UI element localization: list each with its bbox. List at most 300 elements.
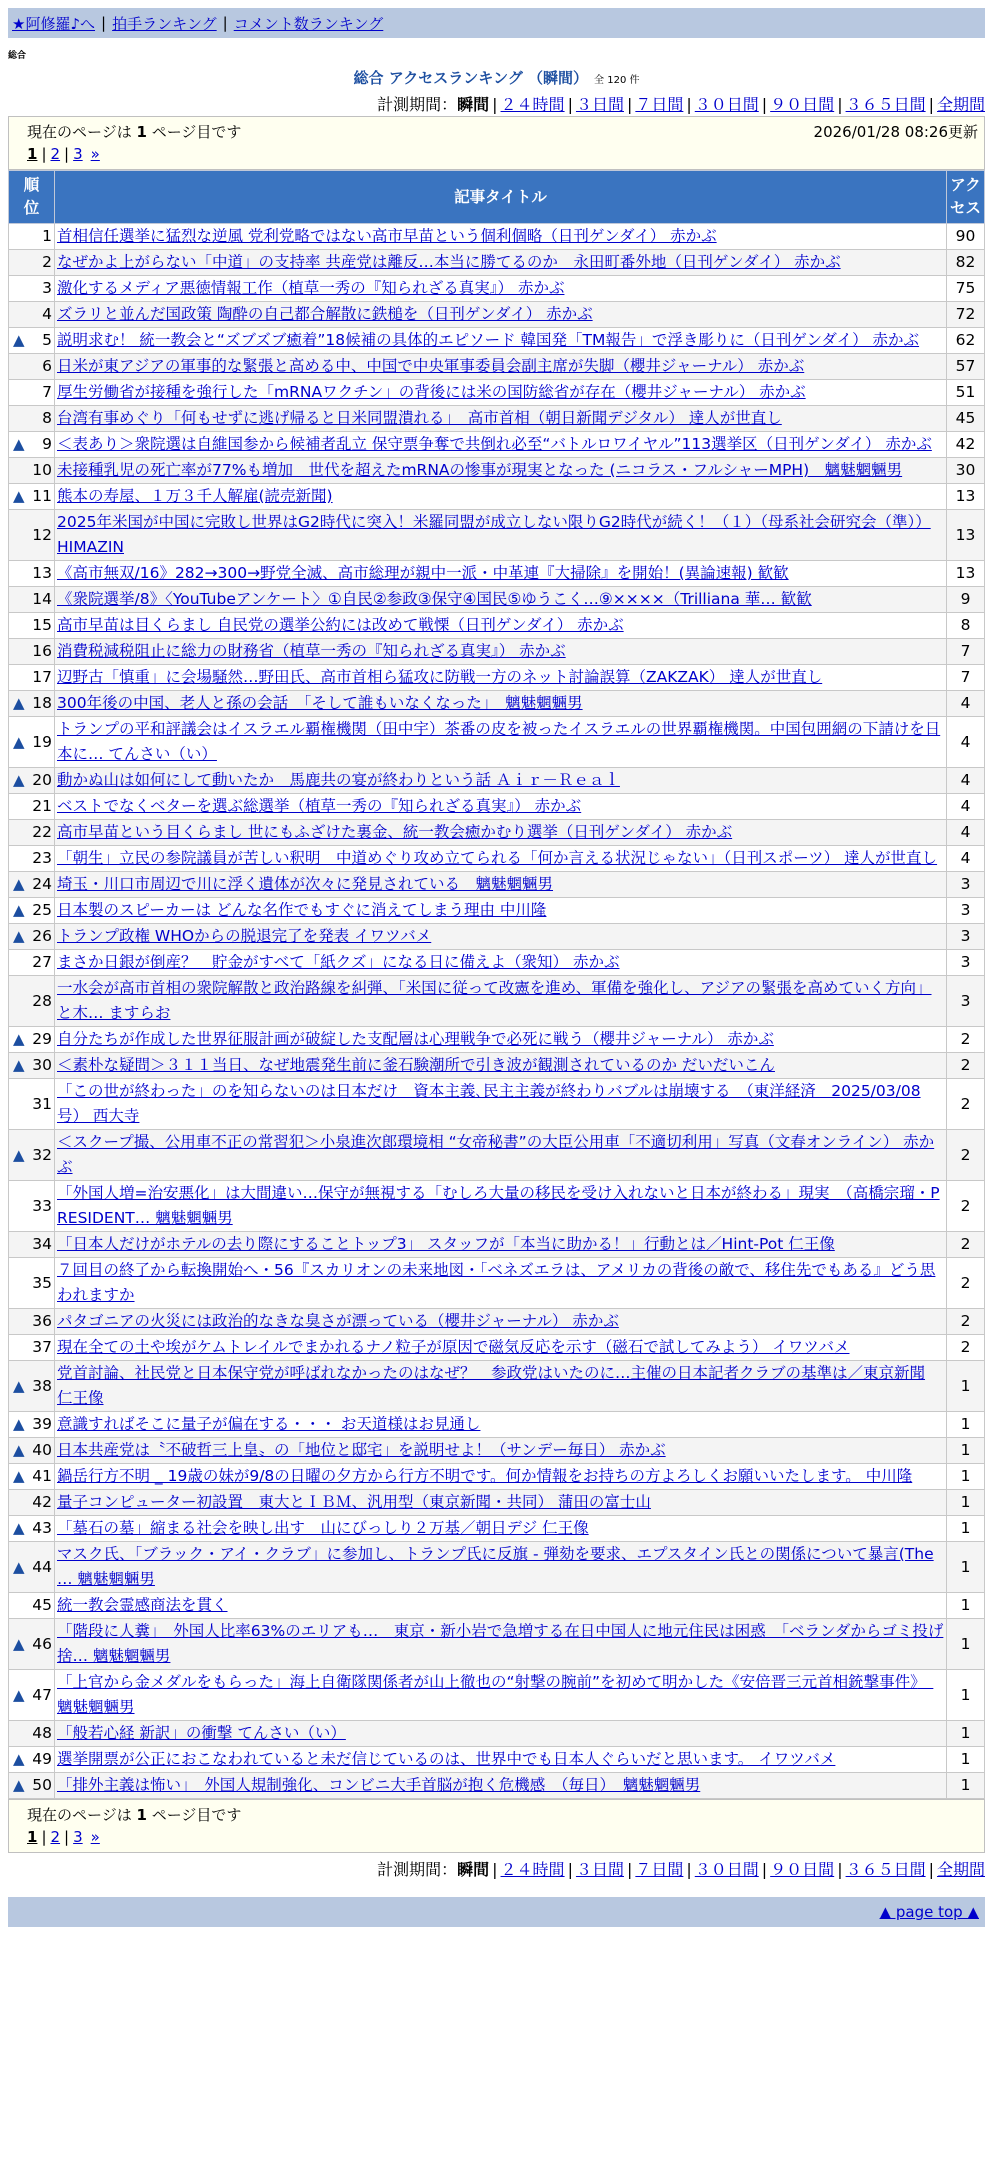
rank-cell <box>9 1747 55 1773</box>
ranking-row <box>9 846 985 872</box>
title-cell <box>55 1516 947 1542</box>
title-cell <box>55 691 947 717</box>
access-count: 1 <box>947 1412 985 1438</box>
ranking-row <box>9 613 985 639</box>
access-count: 2 <box>947 1309 985 1335</box>
rank-cell <box>9 1079 55 1130</box>
title-cell <box>55 1593 947 1619</box>
article-link[interactable]: ＜表あり＞衆院選は自維国参から候補者乱立 保守票争奪で共倒れ必至“バトルロワイヤル”113選挙区（日刊ゲンダイ） 赤かぶ <box>57 435 932 453</box>
current-page-number: 1 <box>136 1805 147 1824</box>
pager-box <box>8 116 985 170</box>
article-link[interactable]: 台湾有事めぐり「何もせずに逃げ帰ると日米同盟潰れる」 高市首相（朝日新聞デジタル） 達人が世直し <box>57 409 782 427</box>
access-count: 82 <box>947 250 985 276</box>
ranking-row <box>9 1670 985 1721</box>
access-count: 2 <box>947 1232 985 1258</box>
rank-cell <box>9 1258 55 1309</box>
rank-up-icon: ▲ <box>13 1557 25 1576</box>
period-option-3[interactable]: ３０日間 <box>694 1860 759 1879</box>
access-count: 2 <box>947 1258 985 1309</box>
period-separator: | <box>761 95 768 114</box>
rank-cell <box>9 1412 55 1438</box>
pager-status-line <box>27 119 978 143</box>
article-link[interactable]: 300年後の中国、老人と孫の会話 「そして誰もいなくなった」 魑魅魍魎男 <box>57 694 583 712</box>
access-count: 1 <box>947 1516 985 1542</box>
rank-cell <box>9 328 55 354</box>
access-count: 4 <box>947 717 985 768</box>
period-option-4[interactable]: ９０日間 <box>770 95 835 114</box>
article-link[interactable]: パタゴニアの火災には政治的なきな臭さが漂っている（櫻井ジャーナル） 赤かぶ <box>57 1312 619 1330</box>
rank-up-icon: ▲ <box>13 901 25 919</box>
rank-cell <box>9 976 55 1027</box>
period-label: 計測期間： <box>377 1860 458 1879</box>
rank-up-icon: ▲ <box>13 1376 25 1395</box>
rank-cell <box>9 224 55 250</box>
rank-cell <box>9 561 55 587</box>
rank-number: 40 <box>32 1441 52 1459</box>
rank-number: 43 <box>32 1519 52 1537</box>
ranking-row <box>9 1516 985 1542</box>
rank-header <box>9 171 55 224</box>
period-separator: | <box>492 95 498 114</box>
ranking-row <box>9 250 985 276</box>
rank-number: 9 <box>42 435 52 453</box>
comment-ranking-link[interactable]: コメント数ランキング <box>233 14 384 33</box>
article-link[interactable]: 日本共産党は〝不破哲三上皇〟の「地位と邸宅」を説明せよ！（サンデー毎日） 赤かぶ <box>57 1441 666 1459</box>
rank-number: 42 <box>32 1493 52 1511</box>
ranking-row <box>9 1747 985 1773</box>
article-link[interactable]: 意識すればそこに量子が偏在する・・・ お天道様はお見通し <box>57 1415 481 1433</box>
ranking-row <box>9 665 985 691</box>
title-cell <box>55 1721 947 1747</box>
article-link[interactable]: ７回目の終了から転換開始へ・56『スカリオンの未来地図・「ベネズエラは、アメリカの背後の敵で、移住先でもある』どう思われますか <box>57 1261 936 1304</box>
ranking-row <box>9 1027 985 1053</box>
period-option-2[interactable]: ７日間 <box>635 1860 684 1879</box>
title-cell <box>55 1747 947 1773</box>
access-header <box>947 171 985 224</box>
article-link[interactable]: 党首討論、社民党と日本保守党が呼ばれなかったのはなぜ？ 参政党はいたのに…主催の日本記者クラブの基準は／東京新聞 仁王像 <box>57 1364 926 1407</box>
current-page-text <box>27 1804 241 1825</box>
article-link[interactable]: 統一教会霊感商法を貫く <box>57 1596 228 1614</box>
rank-number: 19 <box>32 732 52 751</box>
article-link[interactable]: ＜素朴な疑問＞３１１当日、なぜ地震発生前に釜石験潮所で引き波が観測されているのか だいだいこん <box>57 1056 775 1074</box>
ranking-row <box>9 820 985 846</box>
period-option-0[interactable]: ２４時間 <box>500 1860 565 1879</box>
access-count: 1 <box>947 1619 985 1670</box>
ranking-row <box>9 328 985 354</box>
article-link[interactable]: 一水会が高市首相の衆院解散と政治路線を糾弾、「米国に従って改憲を進め、軍備を強化し、アジアの緊張を高めていく方向」と木… ますらお <box>57 979 932 1022</box>
article-link[interactable]: 「上官から金メダルをもらった」海上自衛隊関係者が山上徹也の“射撃の腕前”を初めて明かした《安倍晋三元首相銃撃事件》 魑魅魍魎男 <box>57 1673 934 1716</box>
title-cell <box>55 432 947 458</box>
current-page-suffix: ページ目です <box>146 122 242 141</box>
rank-number: 29 <box>32 1030 52 1048</box>
rank-cell <box>9 1438 55 1464</box>
rank-number: 26 <box>32 927 52 945</box>
rank-number: 35 <box>32 1273 52 1292</box>
title-cell <box>55 250 947 276</box>
rank-cell <box>9 406 55 432</box>
applause-ranking-link[interactable]: 拍手ランキング <box>112 14 217 33</box>
ranking-row <box>9 794 985 820</box>
rank-cell <box>9 1593 55 1619</box>
article-link[interactable]: 日本製のスピーカーは どんな名作でもすぐに消えてしまう理由 中川隆 <box>57 901 547 919</box>
article-link[interactable]: 首相信任選挙に猛烈な逆風 党利党略ではない高市早苗という個利個略（日刊ゲンダイ） 赤かぶ <box>57 227 717 245</box>
rank-up-icon: ▲ <box>13 732 25 751</box>
article-link[interactable]: 消費税減税阻止に総力の財務省（植草一秀の『知られざる真実』） 赤かぶ <box>57 642 566 660</box>
title-cell <box>55 1258 947 1309</box>
period-option-1[interactable]: ３日間 <box>575 95 624 114</box>
article-link[interactable]: 辺野古「慎重」に会場騒然…野田氏、高市首相ら猛攻に防戦一方のネット討論誤算（ZAKZAK） 達人が世直し <box>57 668 823 686</box>
rank-number: 8 <box>42 409 52 427</box>
article-link[interactable]: 「朝生」立民の参院議員が苦しい釈明 中道めぐり攻め立てられる「何か言える状況じゃない」（日刊スポーツ） 達人が世直し <box>57 849 938 867</box>
title-cell <box>55 458 947 484</box>
title-cell <box>55 717 947 768</box>
ranking-row <box>9 1053 985 1079</box>
ranking-row <box>9 976 985 1027</box>
article-link[interactable]: トランプの平和評議会はイスラエル覇権機関（田中宇）茶番の皮を被ったイスラエルの世界覇権機関。中国包囲網の下請けを日本に… てんさい（い） <box>57 720 941 763</box>
rank-number: 5 <box>42 331 52 349</box>
access-count: 3 <box>947 950 985 976</box>
rank-number: 39 <box>32 1415 52 1433</box>
period-option-0[interactable]: ２４時間 <box>500 95 565 114</box>
rank-cell <box>9 510 55 561</box>
rank-cell <box>9 717 55 768</box>
ranking-row <box>9 1232 985 1258</box>
article-link[interactable]: 選挙開票が公正におこなわれていると未だ信じているのは、世界中でも日本人ぐらいだと思います。 イワツバメ <box>57 1750 836 1768</box>
rank-up-icon: ▲ <box>13 771 25 789</box>
period-separator: | <box>837 95 843 114</box>
rank-number: 36 <box>32 1312 52 1330</box>
nav-separator: | <box>222 14 228 32</box>
pager-links <box>27 143 978 165</box>
access-count: 2 <box>947 1130 985 1181</box>
period-separator: | <box>626 95 633 114</box>
title-cell <box>55 1464 947 1490</box>
ranking-row <box>9 639 985 665</box>
rank-number: 28 <box>32 991 52 1010</box>
rank-cell <box>9 587 55 613</box>
article-link[interactable]: トランプ政権 WHOからの脱退完了を発表 イワツバメ <box>57 927 432 945</box>
article-link[interactable]: 「墓石の墓」縮まる社会を映し出す 山にびっしり２万基／朝日デジ 仁王像 <box>57 1519 589 1537</box>
bottom-bar <box>8 1897 985 1927</box>
ranking-row <box>9 1335 985 1361</box>
pager-separator: | <box>64 145 70 163</box>
rank-cell <box>9 354 55 380</box>
rank-up-icon: ▲ <box>13 487 25 505</box>
article-link[interactable]: 「外国人増=治安悪化」は大間違い…保守が無視する「むしろ大量の移民を受け入れないと日本が終わる」現実 （高橋宗瑠・PRESIDENT… 魑魅魍魎男 <box>57 1184 940 1227</box>
rank-up-icon: ▲ <box>13 694 25 712</box>
title-cell <box>55 380 947 406</box>
ranking-row <box>9 587 985 613</box>
title-cell <box>55 872 947 898</box>
rank-cell <box>9 1490 55 1516</box>
access-count: 45 <box>947 406 985 432</box>
rank-number: 41 <box>32 1467 52 1485</box>
home-link[interactable]: ★阿修羅♪へ <box>12 14 96 33</box>
rank-cell <box>9 302 55 328</box>
rank-cell <box>9 846 55 872</box>
article-link[interactable]: 鍋岳行方不明 _ 19歳の妹が9/8の日曜の夕方から行方不明です。何か情報をお持ちの方よろしくお願いいたします。 中川隆 <box>57 1467 913 1485</box>
access-count: 2 <box>947 1079 985 1130</box>
article-link[interactable]: 厚生労働省が接種を強行した「mRNAワクチン」の背後には米の国防総省が存在（櫻井ジャーナル） 赤かぶ <box>57 383 806 401</box>
ranking-row <box>9 717 985 768</box>
title-cell <box>55 1412 947 1438</box>
rank-cell <box>9 794 55 820</box>
rank-cell <box>9 1464 55 1490</box>
access-count: 13 <box>947 561 985 587</box>
period-option-5[interactable]: ３６５日間 <box>845 1860 926 1879</box>
title-cell <box>55 1773 947 1799</box>
ranking-row <box>9 354 985 380</box>
rank-cell <box>9 613 55 639</box>
access-count: 1 <box>947 1773 985 1799</box>
title-cell <box>55 484 947 510</box>
article-link[interactable]: 動かぬ山は如何にして動いたか 馬鹿共の宴が終わりという話 Ａｉｒ－Ｒｅａｌ <box>57 771 620 789</box>
access-count: 3 <box>947 976 985 1027</box>
article-link[interactable]: ズラリと並んだ国政策 陶酔の自己都合解散に鉄槌を（日刊ゲンダイ） 赤かぶ <box>57 305 593 323</box>
article-link[interactable]: 自分たちが作成した世界征服計画が破綻した支配層は心理戦争で必死に戦う（櫻井ジャーナル） 赤かぶ <box>57 1030 774 1048</box>
article-link[interactable]: 「日本人だけがホテルの去り際にすることトップ3」 スタッフが「本当に助かる！」行動とは／Hint-Pot 仁王像 <box>57 1235 835 1253</box>
rank-cell <box>9 820 55 846</box>
rank-number: 47 <box>32 1685 52 1704</box>
title-cell <box>55 976 947 1027</box>
nav-separator: | <box>101 14 107 32</box>
rank-number: 18 <box>32 694 52 712</box>
ranking-row <box>9 276 985 302</box>
pager-links <box>27 1826 978 1848</box>
title-cell <box>55 639 947 665</box>
ranking-row <box>9 510 985 561</box>
access-count: 2 <box>947 1053 985 1079</box>
ranking-row <box>9 1542 985 1593</box>
pager-separator: | <box>64 1828 70 1846</box>
pager-page-2[interactable]: 2 <box>50 1828 61 1846</box>
pager-separator: | <box>41 145 47 163</box>
article-link[interactable]: 「この世が終わった」のを知らないのは日本だけ 資本主義､民主主義が終わりバブルは崩壊する （東洋経済 2025/03/08号） 西大寺 <box>57 1082 921 1125</box>
ranking-row <box>9 432 985 458</box>
rank-up-icon: ▲ <box>13 1415 25 1433</box>
rank-cell <box>9 691 55 717</box>
article-link[interactable]: 「般若心経 新訳」の衝撃 てんさい（い） <box>57 1724 346 1742</box>
pager-page-2[interactable]: 2 <box>50 145 61 163</box>
article-link[interactable]: マスク氏、「ブラック・アイ・クラブ」に参加し、トランプ氏に反旗 - 弾劾を要求、エプスタイン氏との関係について暴言(The … 魑魅魍魎男 <box>57 1545 934 1588</box>
title-cell <box>55 1361 947 1412</box>
rank-number: 7 <box>42 383 52 401</box>
rank-number: 1 <box>42 227 52 245</box>
rank-cell <box>9 1516 55 1542</box>
pager-current-page: 1 <box>27 1828 38 1846</box>
title-cell <box>55 406 947 432</box>
article-link[interactable]: 「階段に人糞」 外国人比率63%のエリアも… 東京・新小岩で急増する在日中国人に地元住民は困惑 「ベランダからゴミ投げ捨… 魑魅魍魎男 <box>57 1622 944 1665</box>
article-link[interactable]: 未接種乳児の死亡率が77%も増加 世代を超えたmRNAの惨事が現実となった (ニコラス・フルシャーMPH) 魑魅魍魎男 <box>57 461 903 479</box>
period-separator: | <box>928 1860 934 1879</box>
ranking-row <box>9 1412 985 1438</box>
rank-number: 13 <box>32 564 52 582</box>
ranking-row <box>9 1619 985 1670</box>
rank-number: 49 <box>32 1750 52 1768</box>
ranking-row <box>9 691 985 717</box>
title-cell <box>55 1619 947 1670</box>
ranking-row <box>9 898 985 924</box>
access-count: 90 <box>947 224 985 250</box>
access-count: 4 <box>947 794 985 820</box>
period-option-6[interactable]: 全期間 <box>936 1860 985 1879</box>
rank-number: 12 <box>32 525 52 544</box>
rank-cell <box>9 639 55 665</box>
article-link[interactable]: なぜかよ上がらない「中道」の支持率 共産党は離反…本当に勝てるのか 永田町番外地（日刊ゲンダイ） 赤かぶ <box>57 253 841 271</box>
current-page-prefix: 現在のページは <box>27 122 137 141</box>
access-count: 1 <box>947 1438 985 1464</box>
ranking-row <box>9 1130 985 1181</box>
access-count: 4 <box>947 846 985 872</box>
rank-number: 25 <box>32 901 52 919</box>
period-separator: | <box>492 1860 498 1879</box>
ranking-table <box>8 170 985 1799</box>
rank-number: 30 <box>32 1056 52 1074</box>
access-count: 1 <box>947 1490 985 1516</box>
rank-cell <box>9 1361 55 1412</box>
period-separator: | <box>761 1860 768 1879</box>
title-header: 記事タイトル <box>55 171 947 224</box>
title-cell <box>55 587 947 613</box>
access-count: 30 <box>947 458 985 484</box>
pager-next[interactable]: » <box>90 1828 100 1846</box>
ranking-row <box>9 1258 985 1309</box>
rank-up-icon: ▲ <box>13 875 25 893</box>
title-cell <box>55 1335 947 1361</box>
article-link[interactable]: 《高市無双/16》282→300→野党全滅、高市総理が親中一派・中革連『大掃除』を開始！(異論速報) 歓歓 <box>57 564 789 582</box>
title-cell <box>55 1490 947 1516</box>
article-link[interactable]: 量子コンピューター初設置 東大とＩＢＭ、汎用型（東京新聞・共同） 蒲田の富士山 <box>57 1493 651 1511</box>
access-count: 1 <box>947 1721 985 1747</box>
rank-cell <box>9 380 55 406</box>
rank-number: 4 <box>42 305 52 323</box>
article-link[interactable]: まさか日銀が倒産？ 貯金がすべて「紙クズ」になる日に備えよ（衆知） 赤かぶ <box>57 953 620 971</box>
rank-number: 17 <box>32 668 52 686</box>
access-count: 4 <box>947 820 985 846</box>
title-cell <box>55 613 947 639</box>
title-cell <box>55 1542 947 1593</box>
article-link[interactable]: 熊本の寿屋、１万３千人解雇(読売新聞) <box>57 487 333 505</box>
article-link[interactable]: 激化するメディア悪徳情報工作（植草一秀の『知られざる真実』） 赤かぶ <box>57 279 565 297</box>
rank-number: 22 <box>32 823 52 841</box>
title-cell <box>55 1232 947 1258</box>
rank-cell <box>9 432 55 458</box>
rank-number: 38 <box>32 1376 52 1395</box>
rank-number: 3 <box>42 279 52 297</box>
rank-cell <box>9 898 55 924</box>
title-cell <box>55 354 947 380</box>
title-cell <box>55 1079 947 1130</box>
access-count: 62 <box>947 328 985 354</box>
access-count: 8 <box>947 613 985 639</box>
period-separator: | <box>626 1860 633 1879</box>
period-separator: | <box>686 1860 692 1879</box>
title-cell <box>55 224 947 250</box>
category-label: 総合 <box>8 51 27 61</box>
rank-number: 2 <box>42 253 52 271</box>
rank-number: 48 <box>32 1724 52 1742</box>
access-header-label: アク セス <box>949 176 981 217</box>
rank-cell <box>9 458 55 484</box>
rank-number: 44 <box>32 1557 52 1576</box>
ranking-row <box>9 224 985 250</box>
rank-number: 11 <box>32 487 52 505</box>
rank-up-icon: ▲ <box>13 1467 25 1485</box>
title-cell <box>55 1309 947 1335</box>
ranking-row <box>9 406 985 432</box>
page-top-link[interactable]: ▲ page top ▲ <box>879 1903 979 1921</box>
rank-number: 14 <box>32 590 52 608</box>
period-option-2[interactable]: ７日間 <box>635 95 684 114</box>
article-link[interactable]: 高市早苗という目くらまし 世にもふざけた裏金、統一教会癒かむり選挙（日刊ゲンダイ） 赤かぶ <box>57 823 733 841</box>
access-count: 7 <box>947 665 985 691</box>
period-option-1[interactable]: ３日間 <box>575 1860 624 1879</box>
title-cell <box>55 1027 947 1053</box>
article-link[interactable]: 現在全ての土や埃がケムトレイルでまかれるナノ粒子が原因で磁気反応を示す（磁石で試してみよう） イワツバメ <box>57 1338 850 1356</box>
access-count: 51 <box>947 380 985 406</box>
rank-up-icon: ▲ <box>13 1750 25 1768</box>
article-link[interactable]: ＜スクープ撮、公用車不正の常習犯＞小泉進次郎環境相 “女帝秘書”の大臣公用車「不適切利用」写真（文春オンライン） 赤かぶ <box>57 1133 935 1176</box>
pager-next[interactable]: » <box>90 145 100 163</box>
article-link[interactable]: 高市早苗は目くらまし 自民党の選挙公約には改めて戦慄（日刊ゲンダイ） 赤かぶ <box>57 616 624 634</box>
period-selector-bottom <box>0 1859 985 1881</box>
rank-number: 50 <box>32 1776 52 1794</box>
pager-page-3[interactable]: 3 <box>73 1828 83 1846</box>
title-cell <box>55 1130 947 1181</box>
access-count: 1 <box>947 1542 985 1593</box>
ranking-row <box>9 1721 985 1747</box>
title-cell <box>55 820 947 846</box>
pager-page-3[interactable]: 3 <box>73 145 83 163</box>
rank-cell <box>9 1335 55 1361</box>
rank-cell <box>9 250 55 276</box>
ranking-header-row <box>9 171 985 224</box>
article-link[interactable]: 《衆院選挙/8》〈YouTubeアンケート〉①自民②参政③保守④国民⑤ゆうこく…⑨××××（Trilliana 華… 歓歓 <box>57 590 812 608</box>
article-link[interactable]: 日米が東アジアの軍事的な緊張と高める中、中国で中央軍事委員会副主席が失脚（櫻井ジャーナル） 赤かぶ <box>57 357 805 375</box>
period-current: 瞬間 <box>457 95 490 114</box>
pager-box-bottom <box>8 1799 985 1853</box>
article-link[interactable]: ベストでなくベターを選ぶ総選挙（植草一秀の『知られざる真実』） 赤かぶ <box>57 797 582 815</box>
ranking-row <box>9 1181 985 1232</box>
article-link[interactable]: 2025年米国が中国に完敗し世界はG2時代に突入！米羅同盟が成立しない限りG2時代が続く！（１）（母系社会研究会（準）） HIMAZIN <box>57 513 931 556</box>
period-option-6[interactable]: 全期間 <box>936 95 985 114</box>
rank-cell <box>9 1181 55 1232</box>
period-option-3[interactable]: ３０日間 <box>694 95 759 114</box>
period-option-4[interactable]: ９０日間 <box>770 1860 835 1879</box>
period-separator: | <box>686 95 692 114</box>
rank-up-icon: ▲ <box>13 1634 25 1653</box>
ranking-row <box>9 1464 985 1490</box>
ranking-row <box>9 1309 985 1335</box>
current-page-text <box>27 121 241 142</box>
rank-number: 10 <box>32 461 52 479</box>
updated-timestamp: 2026/01/28 08:26更新 <box>813 122 978 141</box>
access-count: 13 <box>947 484 985 510</box>
period-option-5[interactable]: ３６５日間 <box>845 95 926 114</box>
article-link[interactable]: 「排外主義は怖い」 外国人規制強化、コンビニ大手首脳が抱く危機感 （毎日） 魑魅魍魎男 <box>57 1776 701 1794</box>
title-cell <box>55 1181 947 1232</box>
rank-number: 37 <box>32 1338 52 1356</box>
rank-number: 27 <box>32 953 52 971</box>
rank-cell <box>9 950 55 976</box>
access-count: 7 <box>947 639 985 665</box>
title-cell <box>55 950 947 976</box>
rank-up-icon: ▲ <box>13 1030 25 1048</box>
article-link[interactable]: 埼玉・川口市周辺で川に浮く遺体が次々に発見されている 魑魅魍魎男 <box>57 875 554 893</box>
article-link[interactable]: 説明求む！ 統一教会と“ズブズブ癒着”18候補の具体的エピソード 韓国発「TM報告」で浮き彫りに（日刊ゲンダイ） 赤かぶ <box>57 331 920 349</box>
page-title-row <box>0 67 993 88</box>
ranking-row <box>9 872 985 898</box>
